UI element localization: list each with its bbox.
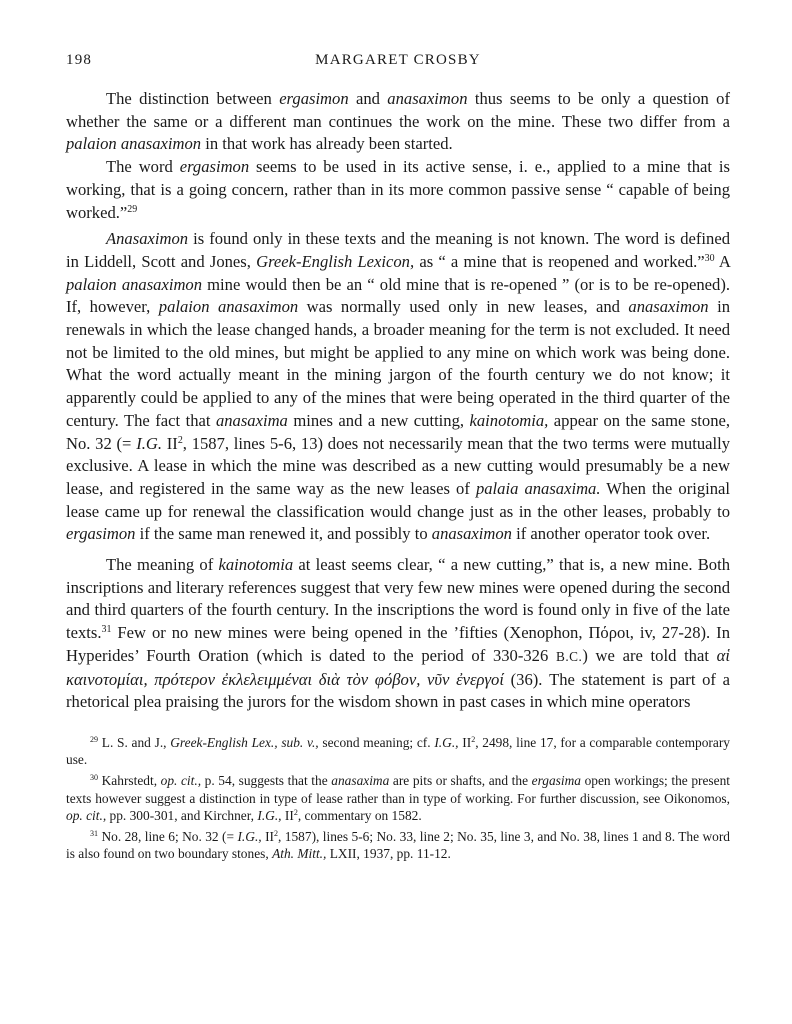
footnotes (66, 734, 730, 862)
paragraph-4: The meaning of kainotomia at least seems clear, “ a new cutting,” that is, a new mine. Both inscriptions and literary references suggest that very few new mines were opened during the second and third quarters of the fourth century. In the inscriptions the word is found only in five of the late texts.$^{31}$ Few or no new mines were being opened in the ’fifties (Xenophon, Πόροι, iv, 27-28). In Hyperides’ Fourth Oration (which is dated to the period of 330-326 B.C.) we are told that αἱ καινοτομίαι, πρότερον ἐκλελειμμέναι διὰ τὸν φόβον, νῦν ἐνεργοί (36). The statement is part of a rhetorical plea praising the jurors for the wisdom shown in past cases in which mine operators (66, 555, 730, 712)
footnote-31: $^{31}$ No. 28, line 6; No. 32 (= I.G., $II^2$, 1587), lines 5-6; No. 33, line 2; No. 35, line 3, and No. 38, lines 1 and 8. The word is also found on two boundary stones, Ath. Mitt., LXII, 1937, pp. 11-12. (66, 829, 730, 862)
footnote-ref-29[interactable]: 29 (127, 203, 138, 215)
footnote-ref-30[interactable]: 30 (704, 252, 715, 264)
footnote-number: 31 (90, 829, 99, 839)
running-title: MARGARET CROSBY (315, 52, 481, 68)
page-number: 198 (66, 52, 93, 68)
body-text (66, 88, 730, 714)
footnote-30: $^{30}$ Kahrstedt, op. cit., p. 54, suggests that the anasaxima are pits or shafts, and the ergasima open workings; the present texts however suggest a distinction in type of lease rather than in type of working. For further discussion, see Oikonomos, op. cit., pp. 300-301, and Kirchner, I.G., $II^2$, commentary on 1582. (66, 773, 730, 823)
page-header (66, 52, 730, 76)
footnote-number: 30 (90, 773, 99, 783)
paragraph-2: The word ergasimon seems to be used in its active sense, i. e., applied to a mine that is working, that is a going concern, rather than in its more common passive sense “ capable of being worked.”$^{29}$ (66, 157, 730, 222)
page (66, 52, 730, 866)
greek-quotation: αἱ καινοτομίαι, πρότερον ἐκλελειμμέναι διὰ τὸν φόβον, νῦν ἐνεργοί (66, 645, 730, 689)
footnote-ref-31[interactable]: 31 (101, 624, 112, 636)
footnote-number: 29 (90, 735, 99, 745)
paragraph-3: Anasaximon is found only in these texts and the meaning is not known. The word is defined in Liddell, Scott and Jones, Greek-English Lexicon, as “ a mine that is reopened and worked.”$^{30}$ A palaion anasaximon mine would then be an “ old mine that is re-opened ” (or is to be re-opened). If, however, palaion anasaximon was normally used only in new leases, and anasaximon in renewals in which the lease changed hands, a broader meaning for the term is not excluded. It need not be limited to the old mines, but might be applied to any mine on which work was being done. What the word actually meant in the mining jargon of the fourth century we do not know; it apparently could be applied to any of the mines that were being operated in the third quarter of the century. The fact that anasaxima mines and a new cutting, kainotomia, appear on the same stone, No. 32 (= I.G. $II^2$, 1587, lines 5-6, 13) does not necessarily mean that the two terms were mutually exclusive. A lease in which the mine was described as a new cutting would presumably be a new lease, and registered in the same way as the new leases of palaia anasaxima. When the original lease came up for renewal the classification would change just as in the other leases, probably to ergasimon if the same man renewed it, and possibly to anasaximon if another operator took over. (66, 229, 731, 544)
footnote-29: $^{29}$ L. S. and J., Greek-English Lex., sub. v., second meaning; cf. I.G., $II^2$, 2498, line 17, for a comparable contemporary use. (66, 734, 730, 768)
paragraph-1: The distinction between ergasimon and anasaximon thus seems to be only a question of whether the same or a different man continues the work on the mine. These two differ from a palaion anasaximon in that work has already been started. (66, 89, 730, 154)
